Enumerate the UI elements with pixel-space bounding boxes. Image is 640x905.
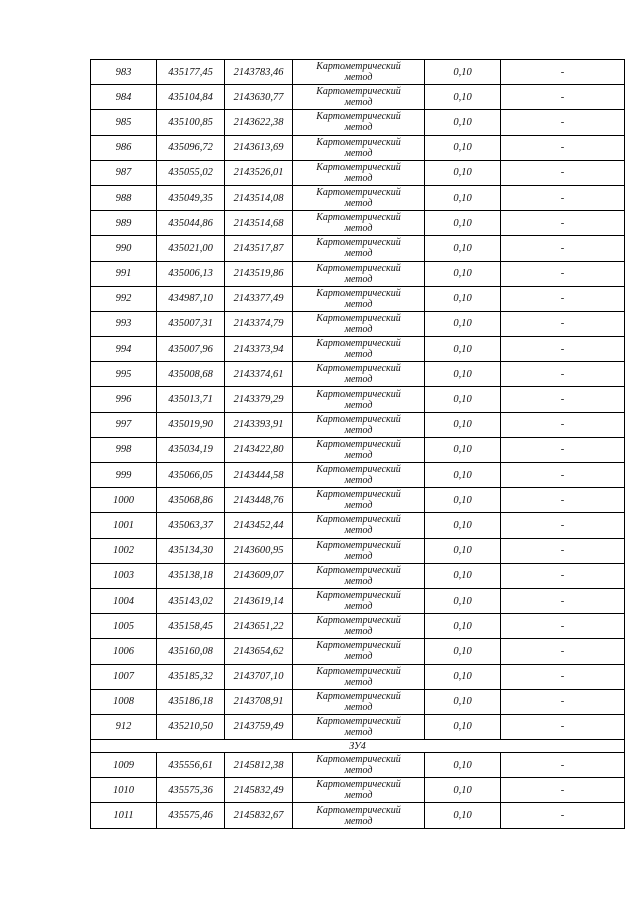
method-label-line1: Картометрический (316, 363, 401, 375)
method-cell (293, 412, 425, 437)
description-cell: - (501, 714, 625, 739)
x-coordinate-cell: 435049,35 (157, 185, 225, 210)
coordinates-table-body (91, 60, 625, 829)
method-cell (293, 488, 425, 513)
table-row (91, 110, 625, 135)
point-number-cell: 994 (91, 337, 157, 362)
x-coordinate-cell: 435055,02 (157, 160, 225, 185)
method-label-line1: Картометрический (316, 61, 401, 73)
y-coordinate-cell: 2143708,91 (225, 689, 293, 714)
method-label-line2: метод (344, 815, 373, 827)
section-row (91, 740, 625, 753)
description-cell: - (501, 362, 625, 387)
method-label-line2: метод (344, 198, 373, 210)
table-row (91, 538, 625, 563)
description-cell: - (501, 778, 625, 803)
accuracy-cell: 0,10 (425, 753, 501, 778)
description-cell: - (501, 185, 625, 210)
method-label-line1: Картометрический (316, 464, 401, 476)
description-cell: - (501, 437, 625, 462)
y-coordinate-cell: 2143526,01 (225, 160, 293, 185)
point-number-cell: 998 (91, 437, 157, 462)
description-cell: - (501, 753, 625, 778)
method-label-line1: Картометрический (316, 111, 401, 123)
method-label-line1: Картометрический (316, 212, 401, 224)
y-coordinate-cell: 2143609,07 (225, 563, 293, 588)
description-cell: - (501, 286, 625, 311)
y-coordinate-cell: 2143619,14 (225, 588, 293, 613)
method-label-line1: Картометрический (316, 489, 401, 501)
method-cell (293, 538, 425, 563)
accuracy-cell: 0,10 (425, 488, 501, 513)
accuracy-cell: 0,10 (425, 135, 501, 160)
table-row (91, 286, 625, 311)
method-label-line2: метод (344, 374, 373, 386)
x-coordinate-cell: 435063,37 (157, 513, 225, 538)
description-cell: - (501, 588, 625, 613)
table-row (91, 236, 625, 261)
coordinates-table (90, 59, 625, 829)
method-cell (293, 311, 425, 336)
method-label-line2: метод (344, 651, 373, 663)
table-row (91, 689, 625, 714)
method-label-line1: Картометрический (316, 287, 401, 299)
accuracy-cell: 0,10 (425, 803, 501, 828)
method-label-line2: метод (344, 122, 373, 134)
y-coordinate-cell: 2143651,22 (225, 614, 293, 639)
x-coordinate-cell: 435556,61 (157, 753, 225, 778)
point-number-cell: 1004 (91, 588, 157, 613)
method-cell (293, 513, 425, 538)
point-number-cell: 987 (91, 160, 157, 185)
table-row (91, 362, 625, 387)
y-coordinate-cell: 2143517,87 (225, 236, 293, 261)
method-label-line1: Картометрический (316, 262, 401, 274)
method-label-line1: Картометрический (316, 715, 401, 727)
accuracy-cell: 0,10 (425, 614, 501, 639)
point-number-cell: 1005 (91, 614, 157, 639)
table-row (91, 588, 625, 613)
point-number-cell: 983 (91, 60, 157, 85)
method-cell (293, 337, 425, 362)
method-label-line2: метод (344, 273, 373, 285)
method-cell (293, 588, 425, 613)
x-coordinate-cell: 435138,18 (157, 563, 225, 588)
table-row (91, 714, 625, 739)
method-label-line2: метод (344, 701, 373, 713)
table-row (91, 463, 625, 488)
y-coordinate-cell: 2143422,80 (225, 437, 293, 462)
point-number-cell: 984 (91, 85, 157, 110)
method-cell (293, 135, 425, 160)
point-number-cell: 997 (91, 412, 157, 437)
description-cell: - (501, 803, 625, 828)
description-cell: - (501, 135, 625, 160)
y-coordinate-cell: 2143393,91 (225, 412, 293, 437)
point-number-cell: 992 (91, 286, 157, 311)
point-number-cell: 1008 (91, 689, 157, 714)
y-coordinate-cell: 2143600,95 (225, 538, 293, 563)
point-number-cell: 1001 (91, 513, 157, 538)
method-label-line2: метод (344, 223, 373, 235)
x-coordinate-cell: 435008,68 (157, 362, 225, 387)
method-label-line2: метод (344, 550, 373, 562)
y-coordinate-cell: 2143448,76 (225, 488, 293, 513)
method-label-line1: Картометрический (316, 237, 401, 249)
point-number-cell: 995 (91, 362, 157, 387)
method-label-line2: метод (344, 449, 373, 461)
description-cell: - (501, 614, 625, 639)
x-coordinate-cell: 435034,19 (157, 437, 225, 462)
table-row (91, 261, 625, 286)
point-number-cell: 1011 (91, 803, 157, 828)
y-coordinate-cell: 2145812,38 (225, 753, 293, 778)
y-coordinate-cell: 2143519,86 (225, 261, 293, 286)
method-cell (293, 689, 425, 714)
method-label-line2: метод (344, 248, 373, 260)
y-coordinate-cell: 2143374,79 (225, 311, 293, 336)
method-label-line2: метод (344, 500, 373, 512)
method-cell (293, 286, 425, 311)
accuracy-cell: 0,10 (425, 185, 501, 210)
accuracy-cell: 0,10 (425, 664, 501, 689)
accuracy-cell: 0,10 (425, 538, 501, 563)
table-row (91, 614, 625, 639)
description-cell: - (501, 463, 625, 488)
y-coordinate-cell: 2143514,68 (225, 211, 293, 236)
method-label-line2: метод (344, 525, 373, 537)
method-label-line1: Картометрический (316, 665, 401, 677)
y-coordinate-cell: 2143452,44 (225, 513, 293, 538)
x-coordinate-cell: 435100,85 (157, 110, 225, 135)
y-coordinate-cell: 2143707,10 (225, 664, 293, 689)
table-row (91, 412, 625, 437)
method-cell (293, 60, 425, 85)
x-coordinate-cell: 435066,05 (157, 463, 225, 488)
x-coordinate-cell: 435019,90 (157, 412, 225, 437)
accuracy-cell: 0,10 (425, 337, 501, 362)
method-cell (293, 778, 425, 803)
table-row (91, 803, 625, 828)
x-coordinate-cell: 435575,36 (157, 778, 225, 803)
accuracy-cell: 0,10 (425, 778, 501, 803)
x-coordinate-cell: 435177,45 (157, 60, 225, 85)
method-cell (293, 664, 425, 689)
y-coordinate-cell: 2143630,77 (225, 85, 293, 110)
method-label-line1: Картометрический (316, 779, 401, 791)
description-cell: - (501, 160, 625, 185)
x-coordinate-cell: 435186,18 (157, 689, 225, 714)
table-row (91, 664, 625, 689)
method-cell (293, 639, 425, 664)
x-coordinate-cell: 435007,96 (157, 337, 225, 362)
description-cell: - (501, 110, 625, 135)
method-label-line2: метод (344, 399, 373, 411)
table-row (91, 311, 625, 336)
point-number-cell: 1003 (91, 563, 157, 588)
accuracy-cell: 0,10 (425, 437, 501, 462)
method-label-line2: метод (344, 349, 373, 361)
method-label-line1: Картометрический (316, 564, 401, 576)
section-label: ЗУ4 (91, 740, 625, 753)
method-label-line1: Картометрический (316, 438, 401, 450)
y-coordinate-cell: 2143622,38 (225, 110, 293, 135)
method-label-line1: Картометрический (316, 539, 401, 551)
table-row (91, 185, 625, 210)
point-number-cell: 993 (91, 311, 157, 336)
method-label-line2: метод (344, 726, 373, 738)
description-cell: - (501, 60, 625, 85)
y-coordinate-cell: 2143379,29 (225, 387, 293, 412)
x-coordinate-cell: 435006,13 (157, 261, 225, 286)
description-cell: - (501, 85, 625, 110)
method-cell (293, 563, 425, 588)
point-number-cell: 912 (91, 714, 157, 739)
table-row (91, 437, 625, 462)
point-number-cell: 991 (91, 261, 157, 286)
method-label-line1: Картометрический (316, 86, 401, 98)
method-label-line1: Картометрический (316, 338, 401, 350)
description-cell: - (501, 211, 625, 236)
description-cell: - (501, 261, 625, 286)
method-label-line2: метод (344, 475, 373, 487)
description-cell: - (501, 538, 625, 563)
table-row (91, 60, 625, 85)
accuracy-cell: 0,10 (425, 387, 501, 412)
method-cell (293, 614, 425, 639)
method-cell (293, 803, 425, 828)
point-number-cell: 988 (91, 185, 157, 210)
method-label-line1: Картометрический (316, 413, 401, 425)
y-coordinate-cell: 2143377,49 (225, 286, 293, 311)
method-label-line1: Картометрический (316, 187, 401, 199)
point-number-cell: 1009 (91, 753, 157, 778)
method-label-line1: Картометрический (316, 640, 401, 652)
method-label-line2: метод (344, 765, 373, 777)
x-coordinate-cell: 435068,86 (157, 488, 225, 513)
method-cell (293, 753, 425, 778)
x-coordinate-cell: 435158,45 (157, 614, 225, 639)
table-row (91, 513, 625, 538)
y-coordinate-cell: 2143613,69 (225, 135, 293, 160)
description-cell: - (501, 236, 625, 261)
method-label-line2: метод (344, 147, 373, 159)
point-number-cell: 1010 (91, 778, 157, 803)
method-label-line2: метод (344, 575, 373, 587)
accuracy-cell: 0,10 (425, 286, 501, 311)
x-coordinate-cell: 435013,71 (157, 387, 225, 412)
table-row (91, 753, 625, 778)
description-cell: - (501, 311, 625, 336)
method-cell (293, 110, 425, 135)
method-cell (293, 261, 425, 286)
x-coordinate-cell: 435007,31 (157, 311, 225, 336)
x-coordinate-cell: 435044,86 (157, 211, 225, 236)
method-cell (293, 714, 425, 739)
table-row (91, 85, 625, 110)
point-number-cell: 986 (91, 135, 157, 160)
description-cell: - (501, 664, 625, 689)
y-coordinate-cell: 2143374,61 (225, 362, 293, 387)
point-number-cell: 996 (91, 387, 157, 412)
x-coordinate-cell: 434987,10 (157, 286, 225, 311)
x-coordinate-cell: 435104,84 (157, 85, 225, 110)
method-label-line1: Картометрический (316, 514, 401, 526)
y-coordinate-cell: 2143654,62 (225, 639, 293, 664)
accuracy-cell: 0,10 (425, 110, 501, 135)
accuracy-cell: 0,10 (425, 261, 501, 286)
method-cell (293, 387, 425, 412)
accuracy-cell: 0,10 (425, 85, 501, 110)
method-label-line1: Картометрический (316, 388, 401, 400)
table-row (91, 563, 625, 588)
y-coordinate-cell: 2143759,49 (225, 714, 293, 739)
y-coordinate-cell: 2143373,94 (225, 337, 293, 362)
table-row (91, 778, 625, 803)
method-cell (293, 85, 425, 110)
x-coordinate-cell: 435160,08 (157, 639, 225, 664)
accuracy-cell: 0,10 (425, 588, 501, 613)
method-label-line2: метод (344, 790, 373, 802)
accuracy-cell: 0,10 (425, 639, 501, 664)
y-coordinate-cell: 2145832,49 (225, 778, 293, 803)
description-cell: - (501, 337, 625, 362)
y-coordinate-cell: 2143514,08 (225, 185, 293, 210)
accuracy-cell: 0,10 (425, 236, 501, 261)
method-label-line1: Картометрический (316, 690, 401, 702)
x-coordinate-cell: 435185,32 (157, 664, 225, 689)
point-number-cell: 1002 (91, 538, 157, 563)
table-row (91, 639, 625, 664)
method-label-line1: Картометрический (316, 615, 401, 627)
point-number-cell: 990 (91, 236, 157, 261)
description-cell: - (501, 689, 625, 714)
point-number-cell: 999 (91, 463, 157, 488)
accuracy-cell: 0,10 (425, 160, 501, 185)
point-number-cell: 1006 (91, 639, 157, 664)
method-label-line2: метод (344, 323, 373, 335)
description-cell: - (501, 488, 625, 513)
point-number-cell: 1007 (91, 664, 157, 689)
x-coordinate-cell: 435575,46 (157, 803, 225, 828)
table-row (91, 488, 625, 513)
method-label-line2: метод (344, 626, 373, 638)
accuracy-cell: 0,10 (425, 714, 501, 739)
accuracy-cell: 0,10 (425, 689, 501, 714)
accuracy-cell: 0,10 (425, 311, 501, 336)
accuracy-cell: 0,10 (425, 412, 501, 437)
x-coordinate-cell: 435096,72 (157, 135, 225, 160)
accuracy-cell: 0,10 (425, 463, 501, 488)
method-label-line1: Картометрический (316, 590, 401, 602)
table-row (91, 160, 625, 185)
method-label-line2: метод (344, 676, 373, 688)
method-cell (293, 185, 425, 210)
method-cell (293, 160, 425, 185)
description-cell: - (501, 513, 625, 538)
accuracy-cell: 0,10 (425, 563, 501, 588)
method-label-line1: Картометрический (316, 136, 401, 148)
y-coordinate-cell: 2145832,67 (225, 803, 293, 828)
method-label-line1: Картометрический (316, 804, 401, 816)
method-cell (293, 211, 425, 236)
method-label-line1: Картометрический (316, 161, 401, 173)
table-row (91, 337, 625, 362)
method-label-line1: Картометрический (316, 312, 401, 324)
point-number-cell: 985 (91, 110, 157, 135)
table-row (91, 387, 625, 412)
x-coordinate-cell: 435134,30 (157, 538, 225, 563)
accuracy-cell: 0,10 (425, 211, 501, 236)
x-coordinate-cell: 435210,50 (157, 714, 225, 739)
method-label-line2: метод (344, 601, 373, 613)
accuracy-cell: 0,10 (425, 513, 501, 538)
y-coordinate-cell: 2143783,46 (225, 60, 293, 85)
description-cell: - (501, 412, 625, 437)
description-cell: - (501, 387, 625, 412)
point-number-cell: 989 (91, 211, 157, 236)
method-label-line2: метод (344, 424, 373, 436)
method-cell (293, 362, 425, 387)
method-label-line2: метод (344, 172, 373, 184)
method-label-line2: метод (344, 298, 373, 310)
method-label-line1: Картометрический (316, 754, 401, 766)
description-cell: - (501, 563, 625, 588)
accuracy-cell: 0,10 (425, 60, 501, 85)
point-number-cell: 1000 (91, 488, 157, 513)
accuracy-cell: 0,10 (425, 362, 501, 387)
method-cell (293, 437, 425, 462)
method-cell (293, 236, 425, 261)
method-label-line2: метод (344, 97, 373, 109)
x-coordinate-cell: 435021,00 (157, 236, 225, 261)
method-label-line2: метод (344, 72, 373, 84)
y-coordinate-cell: 2143444,58 (225, 463, 293, 488)
description-cell: - (501, 639, 625, 664)
method-cell (293, 463, 425, 488)
table-row (91, 211, 625, 236)
table-row (91, 135, 625, 160)
x-coordinate-cell: 435143,02 (157, 588, 225, 613)
